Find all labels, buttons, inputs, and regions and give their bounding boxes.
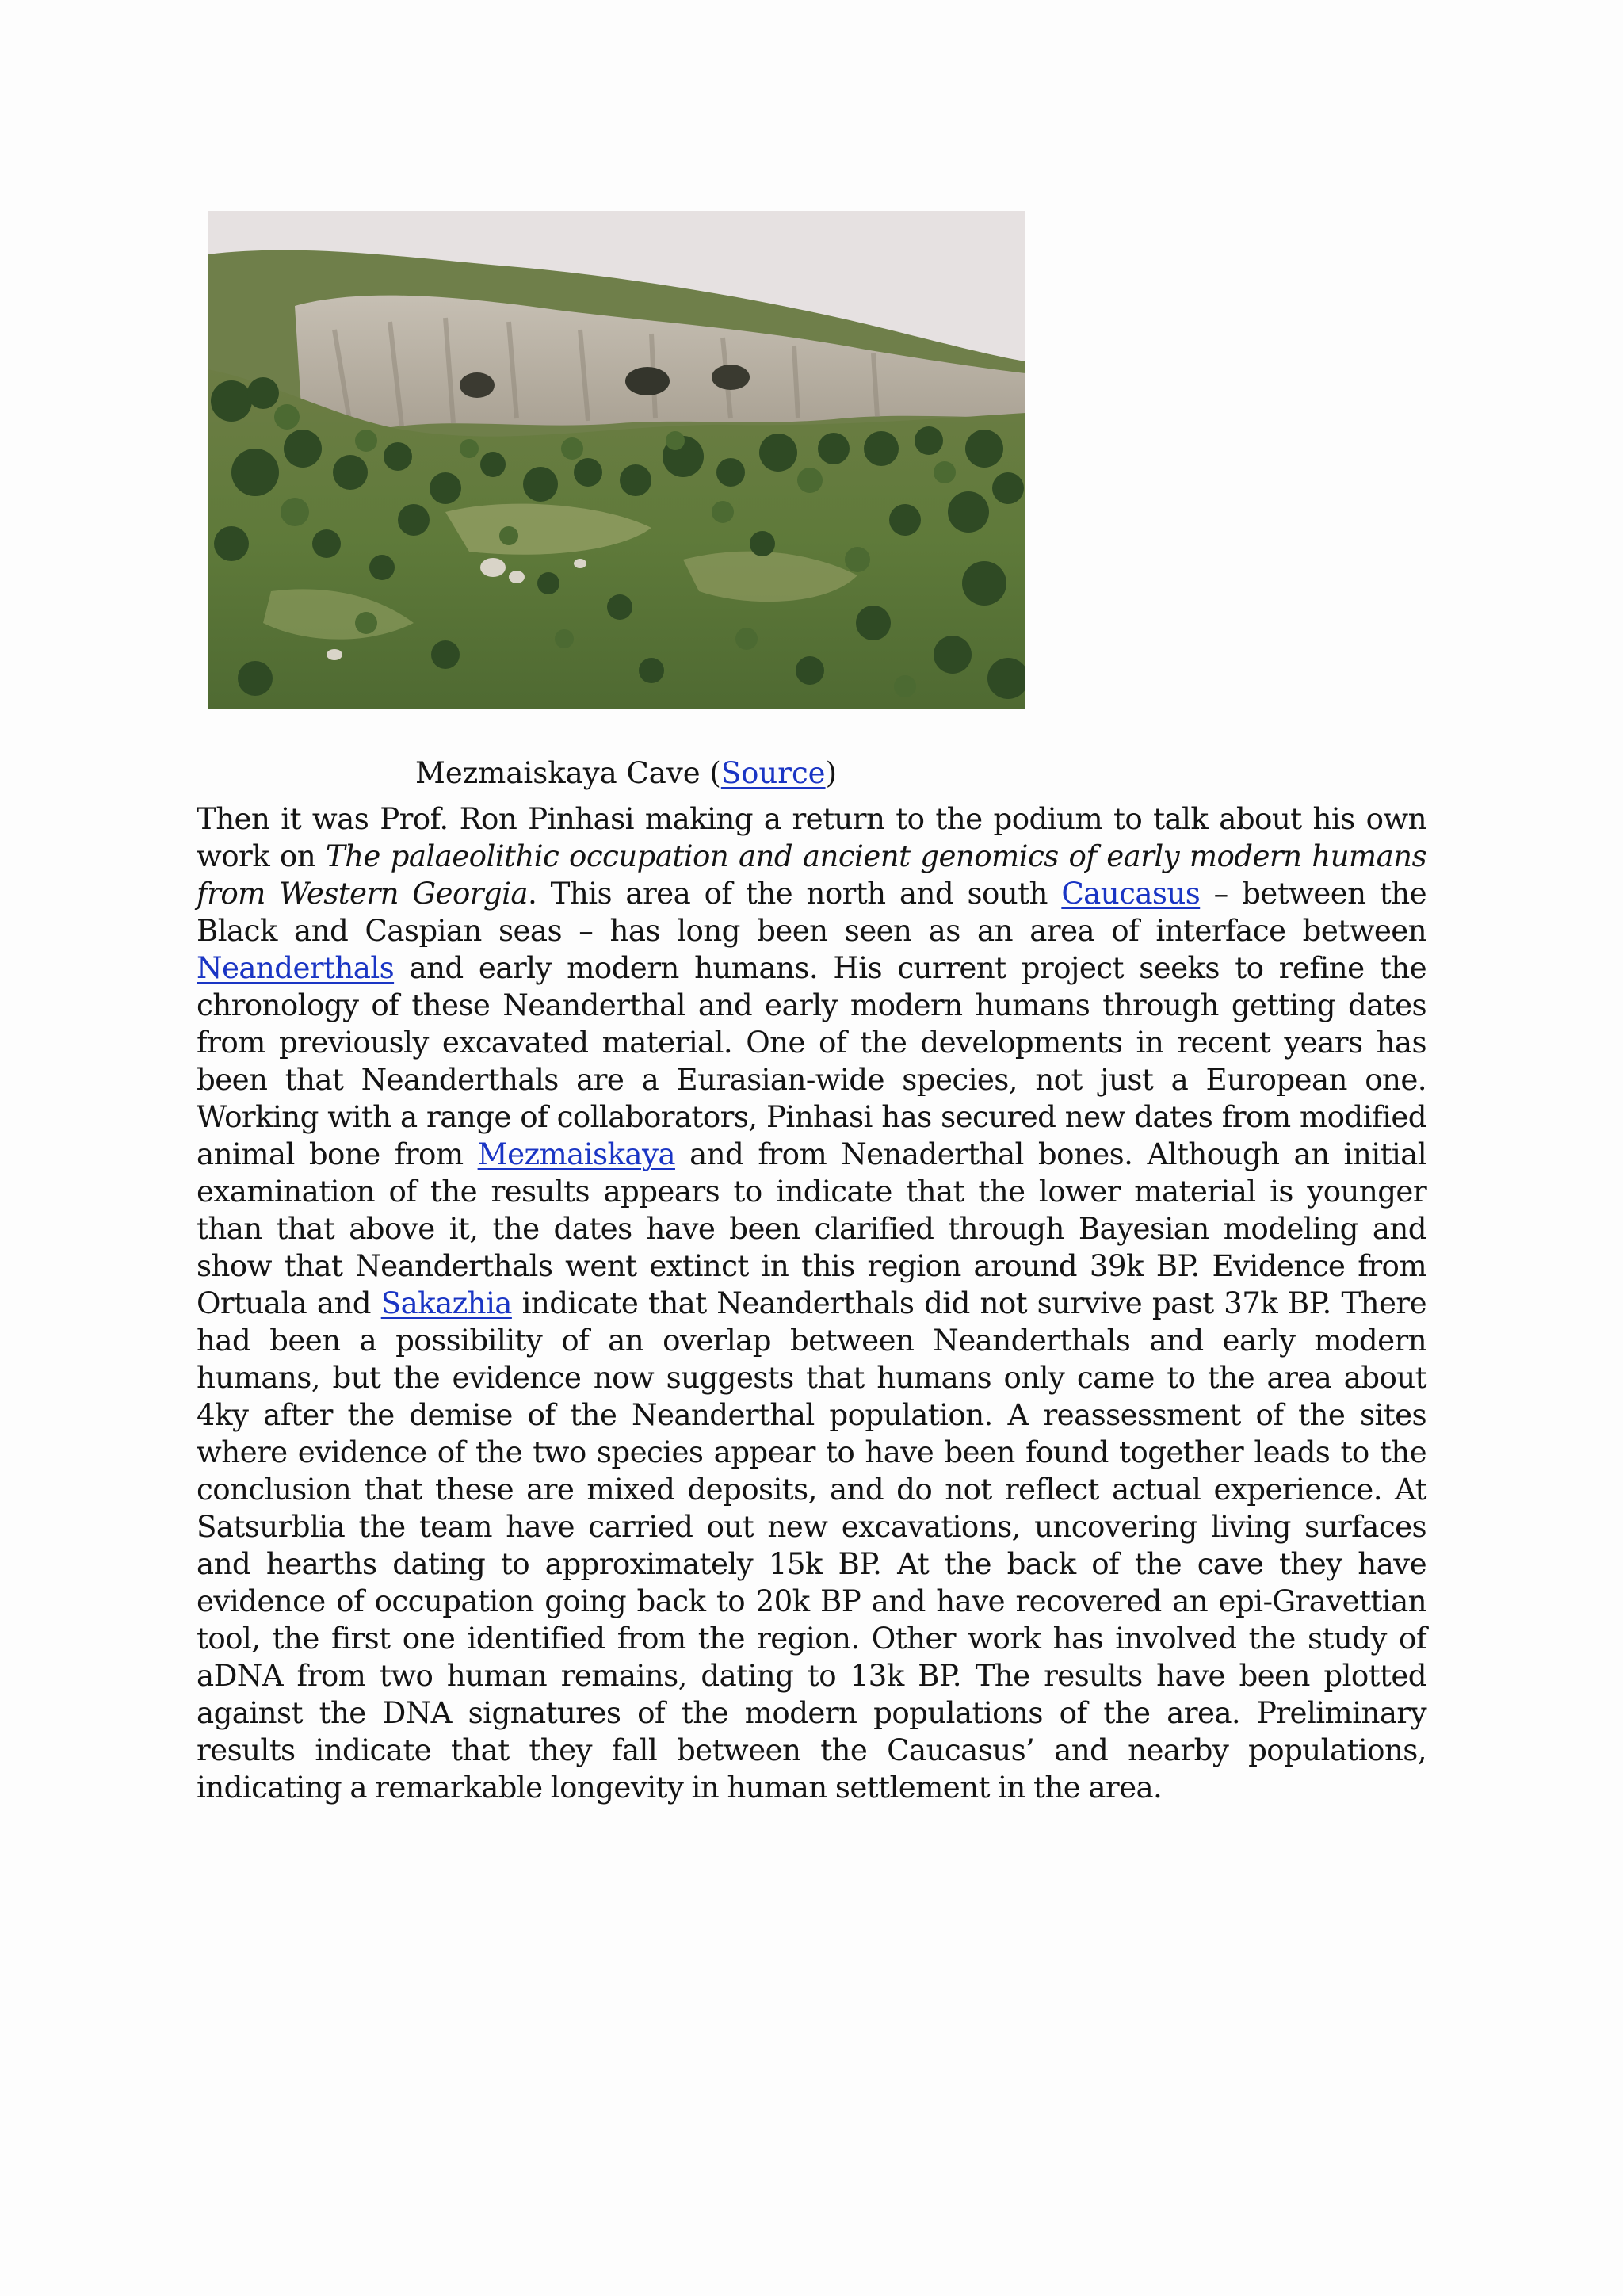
caption-source-link[interactable]: Source bbox=[720, 756, 826, 790]
caption-text: Mezmaiskaya Cave ( bbox=[415, 756, 721, 790]
link-neanderthals[interactable]: Neanderthals bbox=[197, 950, 395, 985]
paragraph-text: Then it was Prof. Ron Pinhasi making a return to the podium to talk about his own work on bbox=[197, 801, 1426, 873]
cave-photo bbox=[208, 211, 1025, 709]
link-mezmaiskaya[interactable]: Mezmaiskaya bbox=[477, 1137, 675, 1171]
caption-close: ) bbox=[825, 756, 838, 790]
link-sakazhia[interactable]: Sakazhia bbox=[380, 1286, 512, 1320]
paragraph-text: and early modern humans. His current project seeks to refine the chronology of these Neanderthal and early modern humans through getting dates from previously excavated material. One of the developments in recent years has been that Neanderthals are a Eurasian-wide species, not just a European one. Working with a range of collaborators, Pinhasi has secured new dates from modified animal bone from bbox=[197, 950, 1426, 1171]
article-paragraph bbox=[197, 800, 1426, 1806]
paragraph-text: indicate that Neanderthals did not survive past 37k BP. There had been a possibility of an overlap between Neanderthals and early modern humans, but the evidence now suggests that humans only came to the area about 4ky after the demise of the Neanderthal population. A reassessment of the sites where evidence of the two species appear to have been found together leads to the conclusion that these are mixed deposits, and do not reflect actual experience. At Satsurblia the team have carried out new excavations, uncovering living surfaces and hearths dating to approximately 15k BP. At the back of the cave they have evidence of occupation going back to 20k BP and have recovered an epi-Gravettian tool, the first one identified from the region. Other work has involved the study of aDNA from two human remains, dating to 13k BP. The results have been plotted against the DNA signatures of the modern populations of the area. Preliminary results indicate that they fall between the Caucasus’ and nearby populations, indicating a remarkable longevity in human settlement in the area. bbox=[197, 1286, 1426, 1805]
paragraph-text: . This area of the north and south bbox=[527, 876, 1062, 911]
figure-caption bbox=[415, 753, 837, 794]
paragraph-text: – between the Black and Caspian seas – has long been seen as an area of interface between bbox=[197, 876, 1426, 948]
paragraph-text: and from Nenaderthal bones. Although an initial examination of the results appears to indicate that the lower material is younger than that above it, the dates have been clarified through Bayesian modeling and show that Neanderthals went extinct in this region around 39k BP. Evidence from Ortuala and bbox=[197, 1137, 1426, 1320]
link-caucasus[interactable]: Caucasus bbox=[1061, 876, 1201, 911]
talk-title: The palaeolithic occupation and ancient genomics of early modern humans from Western Georgia bbox=[197, 839, 1426, 911]
cave-landscape-image bbox=[208, 211, 1025, 709]
